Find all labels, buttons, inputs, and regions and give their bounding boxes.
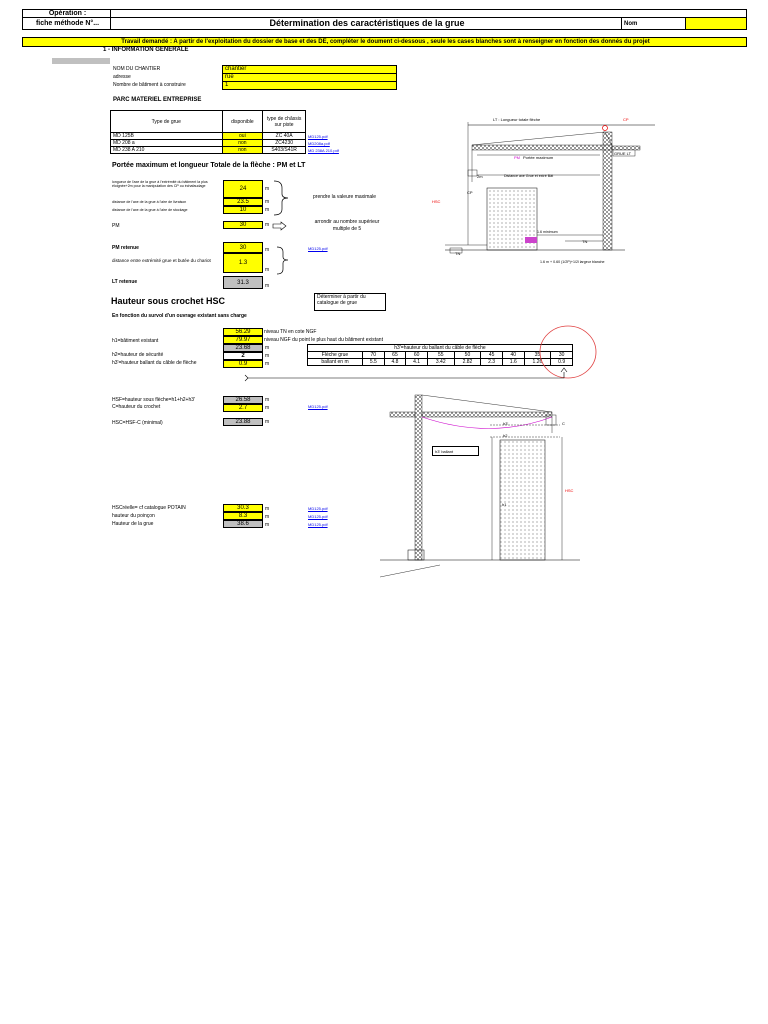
poincon-value[interactable]: 8.3 — [223, 512, 263, 520]
table-cell: 30 — [551, 352, 573, 359]
page-title: Détermination des caractéristiques de la grue — [110, 17, 622, 30]
parc-link-md238[interactable]: MD 238A 210.pdf — [308, 148, 339, 153]
gray-marker — [52, 58, 110, 64]
c-label: C=hauteur du crochet — [112, 404, 161, 410]
potain-value[interactable]: 30.3 — [223, 504, 263, 512]
diagram2-c: C — [562, 421, 565, 426]
diagram-cp-label: CP — [623, 117, 629, 122]
table-cell: 3.42 — [427, 359, 454, 366]
diagram-tn: TN — [582, 239, 588, 244]
table-cell: 5.5 — [363, 359, 385, 366]
diagram2-h1: h1 — [502, 502, 507, 507]
hsc-note-box: Déterminer à partir du catalogue de grue — [314, 293, 386, 311]
instruction-banner: Travail demandé : A partir de l'exploitation du dossier de base et des DE, compléter le doument ci-dessous , seule les cases blanches sont à renseigner en fonction des donnés du projet — [22, 37, 747, 47]
lt-value: 31.3 — [223, 276, 263, 289]
lt-unit: m — [265, 283, 270, 289]
chariot-label: distance entre extrémité grue et butée du chariot — [112, 258, 211, 263]
parc-row-type: MD 125B — [111, 133, 223, 140]
note-round: arrondir au nombre supérieur multiple de 5 — [314, 219, 380, 232]
table-cell: 4.8 — [384, 359, 406, 366]
parc-header-type: Type de grue — [111, 111, 223, 133]
potain-unit: m — [265, 506, 270, 512]
table-cell: 1.6 — [502, 359, 524, 366]
poincon-link[interactable]: MD125.pdf — [308, 514, 328, 519]
chantier-field[interactable]: chantier — [222, 65, 397, 74]
ballant-table-title: h3'=hauteur du ballant du câble de flèche — [308, 345, 573, 352]
hsf-unit: m — [265, 397, 270, 403]
h3-unit: m — [265, 361, 270, 367]
diagram-hsc: HSC — [432, 199, 441, 204]
diagram-dist-text: Distance axe Grue et extré Bât — [504, 174, 554, 178]
parc-row-type: MD 208 a — [111, 140, 223, 147]
pm-label: PM — [112, 223, 120, 229]
c-value[interactable]: 2.7 — [223, 404, 263, 412]
section-info-title: 1 - INFORMATION GENERALE — [103, 47, 189, 53]
grue-link[interactable]: MD125.pdf — [308, 522, 328, 527]
pm-value: 30 — [223, 221, 263, 229]
parc-row-dispo[interactable]: oui — [222, 133, 263, 140]
table-cell: 0.9 — [551, 359, 573, 366]
info-label-chantier: NOM DU CHANTIER — [113, 66, 161, 72]
note-max: prendre la valeure maximale — [313, 194, 377, 200]
diagram-grue-lt: GRUE LT — [614, 151, 632, 156]
pm-retenue-label: PM retenue — [112, 245, 139, 251]
h2-unit: m — [265, 353, 270, 359]
parc-row-chassis: ZC4230 — [263, 140, 306, 147]
niv-tn-value[interactable]: 56.29 — [223, 328, 263, 336]
hsf-label: HSF=hauteur sous flèche=h1+h2+h3' — [112, 397, 195, 403]
hsc-title: Hauteur sous crochet HSC — [111, 296, 226, 306]
table-cell: 45 — [481, 352, 503, 359]
diagram-pm-text: Portée maximum — [523, 155, 554, 160]
portee-unit-2: m — [265, 199, 270, 205]
h3-value[interactable]: 0.9 — [223, 360, 263, 368]
hsc-subtitle: En fonction du survol d'un ouvrage existant sans charge — [112, 313, 247, 319]
hsf-value: 26.58 — [223, 396, 263, 404]
diagram2-h3: h3' — [503, 421, 509, 426]
parc-title: PARC MATERIEL ENTREPRISE — [113, 97, 202, 103]
portee-value-2[interactable]: 23.5 — [223, 198, 263, 206]
portee-label-3: distance de l'axe de la grue à l'aire de stockage — [112, 208, 188, 212]
crane-diagram-hsc — [380, 385, 590, 580]
hscmin-label: HSC=HSF-C (minimal) — [112, 420, 163, 426]
diagram2-h2: h2 — [503, 433, 508, 438]
parc-row-chassis: S403/S41R — [263, 147, 306, 154]
parc-row-dispo[interactable]: non — [222, 140, 263, 147]
poincon-unit: m — [265, 514, 270, 520]
diagram-pm-label: PM — [514, 155, 520, 160]
parc-row-dispo[interactable]: non — [222, 147, 263, 154]
diagram2-hsc: HSC — [565, 488, 574, 493]
pm-unit: m — [265, 222, 270, 228]
parc-row-type: MD 238 A 210 — [111, 147, 223, 154]
diagram-base-text: 1.6 m + 0.60 (1/2P)+1/2l largeur blanche — [540, 260, 605, 264]
parc-header-chassis: type de châssis sur piste — [263, 111, 306, 133]
parc-row-chassis: ZC 40A — [263, 133, 306, 140]
crane-diagram-lt-pm — [425, 110, 665, 270]
info-label-batiments: Nombre de bâtiment à construire — [113, 82, 186, 88]
table-cell: 2.3 — [481, 359, 503, 366]
table-cell: 50 — [454, 352, 481, 359]
diagram-cp2: CP — [467, 190, 473, 195]
diagram-lt-label: LT : Longueur totale flèche — [493, 117, 541, 122]
adresse-field[interactable]: rue — [222, 73, 397, 82]
table-cell: 4.1 — [406, 359, 428, 366]
grue-unit: m — [265, 522, 270, 528]
portee-unit-1: m — [265, 186, 270, 192]
parc-link-md208[interactable]: MD208a.pdf — [308, 141, 330, 146]
portee-label-1: longueur de l'axe de la grue à l'extrémité du bâtiment la plus éloignée+2m pour la manipulation des CP ou échafaudage — [112, 180, 208, 189]
operation-label: Opération : — [22, 9, 111, 18]
portee-value-3[interactable]: 10 — [223, 206, 263, 214]
h1-label: h1=bâtiment existant — [112, 338, 159, 344]
diagram2-ballant-box: h3' ballant — [432, 446, 479, 456]
highlight-circle-icon — [240, 322, 600, 382]
chariot-unit: m — [265, 267, 270, 273]
lt-label: LT retenue — [112, 279, 138, 285]
fiche-label: fiche méthode N°... — [22, 17, 111, 30]
table-cell: 40 — [502, 352, 524, 359]
info-label-adresse: adresse — [113, 74, 131, 80]
pm-link[interactable]: MD125.pdf — [308, 246, 328, 251]
poincon-label: hauteur du poinçon — [112, 513, 155, 519]
niv-ngf-label: niveau NGF du point le plus haut du bâtiment existant — [264, 337, 383, 343]
diagram-min-text: 1.6 minimum — [537, 230, 558, 234]
parc-header-dispo: disponible — [222, 111, 263, 133]
table-cell: 55 — [427, 352, 454, 359]
table-cell: 60 — [406, 352, 428, 359]
arrow-right-icon — [272, 221, 288, 231]
table-cell: 2.82 — [454, 359, 481, 366]
h3-label: h3'=hauteur ballant du câble de flèche — [112, 360, 197, 366]
potain-link[interactable]: MD125.pdf — [308, 506, 328, 511]
potain-label: HSCréelle= cf catalogue POTAIN — [112, 505, 186, 511]
grue-value: 38.6 — [223, 520, 263, 528]
brace-icon — [272, 180, 312, 216]
h2-value[interactable]: 2 — [223, 352, 263, 360]
ballant-fleche-label: Flèche grue — [308, 352, 363, 359]
portee-title: Portée maximum et longueur Totale de la flèche : PM et LT — [112, 162, 306, 169]
pm-retenue-unit: m — [265, 247, 270, 253]
hscmin-unit: m — [265, 419, 270, 425]
diagram-2m: 2m — [477, 174, 483, 179]
niv-ngf-value[interactable]: 79.97 — [223, 336, 263, 344]
parc-table — [110, 110, 306, 154]
nom-field[interactable] — [685, 17, 747, 30]
table-cell: 1.26 — [524, 359, 551, 366]
c-link[interactable]: MD125.pdf — [308, 404, 328, 409]
diagram-tn2: TN — [455, 251, 461, 256]
hscmin-value: 23.88 — [223, 418, 263, 426]
niv-tn-label: niveau TN en cote NGF — [264, 329, 317, 335]
batiments-field[interactable]: 1 — [222, 81, 397, 90]
nom-label: Nom — [621, 17, 686, 30]
grue-label: Hauteur de la grue — [112, 521, 154, 527]
table-cell: 65 — [384, 352, 406, 359]
table-cell: 35 — [524, 352, 551, 359]
portee-label-2: distance de l'axe de la grue à l'aire de livraison — [112, 200, 187, 204]
h1-value: 23.68 — [223, 344, 263, 352]
chariot-value[interactable]: 1.3 — [223, 253, 263, 273]
pm-retenue-value[interactable]: 30 — [223, 242, 263, 253]
c-unit: m — [265, 405, 270, 411]
parc-link-md125[interactable]: MD125.pdf — [308, 134, 328, 139]
brace-icon — [275, 246, 295, 276]
ballant-row-label: ballant en m — [308, 359, 363, 366]
table-cell: 70 — [363, 352, 385, 359]
portee-value-1[interactable]: 24 — [223, 180, 263, 198]
h1-unit: m — [265, 345, 270, 351]
h2-label: h2=hauteur de sécurité — [112, 352, 164, 358]
portee-unit-3: m — [265, 207, 270, 213]
